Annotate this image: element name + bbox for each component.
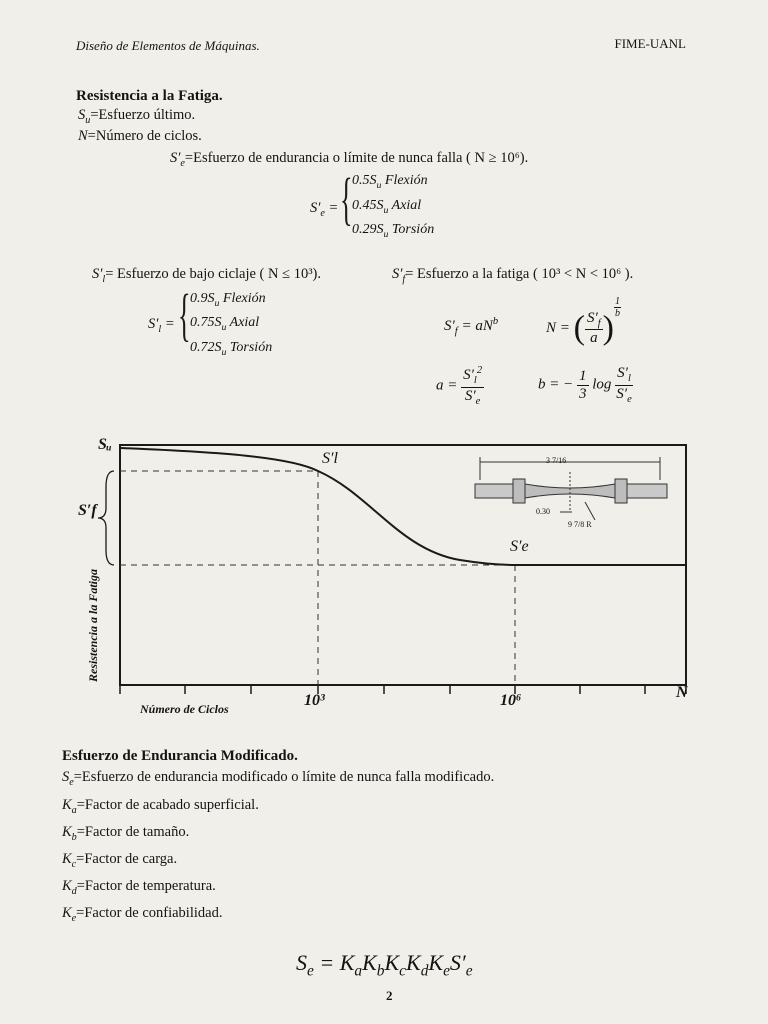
def-kc: $K_c=Factor$ de carga.	[62, 851, 178, 870]
section-title-fatigue: Resistencia a la Fatiga.	[76, 88, 223, 104]
specimen-dim-radius: 9 7/8 R	[568, 520, 592, 529]
label-sf: S′f	[78, 502, 97, 519]
label-sl-point: S′l	[322, 450, 338, 467]
def-ke: $K_e=Factor$ de confiabilidad.	[62, 905, 223, 924]
su-definition: $S_u=Esfuerzo$ último.	[78, 107, 196, 126]
se-prime-eq-label: $S'_e$ =	[310, 200, 339, 219]
def-kd: $K_d=Factor$ de temperatura.	[62, 878, 216, 897]
section-title-modified: Esfuerzo de Endurancia Modificado.	[62, 748, 298, 764]
def-ka: $K_a=Factor$ de acabado superficial.	[62, 797, 259, 816]
left-brace: {	[340, 166, 353, 231]
specimen-dim-diameter: 0.30	[536, 507, 550, 516]
sf-brace	[98, 471, 114, 565]
specimen-dim-length: 3 7/16	[546, 456, 567, 465]
label-su: Sᵤ	[98, 436, 112, 453]
se-def-text: =Esfuerzo de endurancia o límite de nunca falla ( N ≥ 10⁶).	[184, 150, 529, 166]
tick-label-1e6: 10⁶	[500, 692, 522, 709]
def-se: $S_e=Esfuerzo$ de endurancia modificado o límite de nunca falla modificado.	[62, 769, 495, 788]
x-axis-label: Número de Ciclos	[140, 702, 229, 716]
sn-curve	[120, 448, 686, 565]
specimen-sketch	[475, 457, 667, 520]
left-brace-2: {	[178, 282, 191, 347]
sl-case-torsion: $0.72S_u$ Torsión	[190, 340, 273, 358]
axis-end-label-N: N	[676, 684, 688, 701]
formula-N: N = ( $\frac{S'_f}{a}$ ) $^{\frac{1}{b}}$	[546, 296, 620, 347]
formula-b: b = − $\frac{1}{3}$ log $\frac{S'_l}{S'_e}$	[538, 365, 632, 405]
sl-case-axial: $0.75S_u$ Axial	[190, 315, 260, 333]
n-def-text: =Número de ciclos.	[87, 128, 202, 144]
sf-prime-definition: $S'_f=$ Esfuerzo a la fatiga ( 10³ < N < 10⁶ ).	[392, 266, 634, 285]
def-kb: $K_b=Factor$ de tamaño.	[62, 824, 190, 843]
modified-endurance-equation: $S_e = K_aK_bK_cK_dK_eS'_e$	[296, 950, 473, 980]
sl-case-flexion: $0.9S_u$ Flexión	[190, 291, 266, 309]
tick-label-1e3: 10³	[304, 692, 325, 709]
y-axis-label: Resistencia a la Fatiga	[86, 568, 100, 682]
fatigue-chart-svg	[70, 432, 710, 727]
sl-prime-eq-label: $S'_l$ =	[148, 316, 175, 335]
sl-prime-definition: $S'_l=$ Esfuerzo de bajo ciclaje ( N ≤ 10³).	[92, 266, 321, 285]
header-right: FIME-UANL	[614, 36, 686, 51]
se-case-torsion: $0.29S_u$ Torsión	[352, 222, 435, 240]
dashed-guides	[120, 471, 515, 685]
fatigue-chart	[70, 432, 710, 727]
se-case-flexion: $0.5S_u$ Flexión	[352, 173, 428, 191]
page-number: 2	[386, 988, 393, 1003]
formula-sf: $S'_f = aN^b$	[444, 316, 499, 337]
n-definition: N=Número de ciclos.	[78, 128, 202, 144]
se-case-axial: $0.45S_u$ Axial	[352, 198, 422, 216]
x-axis-ticks	[120, 685, 686, 694]
header-left: Diseño de Elementos de Máquinas.	[76, 38, 260, 53]
label-se-point: S′e	[510, 538, 529, 555]
formula-a: a = $\frac{S'_l^2}{S'_e}$	[436, 365, 483, 407]
su-def-text: =Esfuerzo último.	[90, 107, 196, 123]
se-prime-definition: $S'_e=Esfuerzo$ de endurancia o límite de nunca falla ( N ≥ 10⁶).	[170, 150, 529, 169]
